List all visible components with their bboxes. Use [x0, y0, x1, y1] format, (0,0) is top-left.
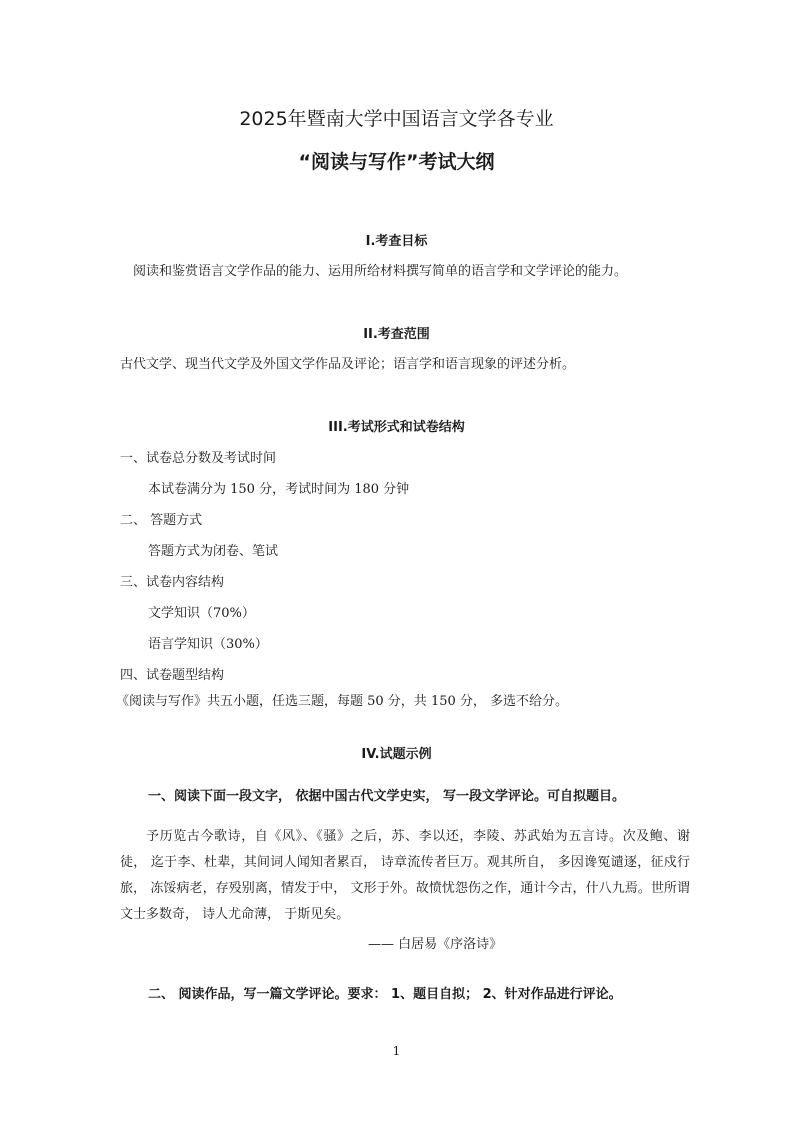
question-1-prompt: 一、阅读下面一段文字， 依据中国古代文学史实， 写一段文学评论。可自拟题目。	[148, 789, 626, 804]
section-heading-examples: IV.试题示例	[361, 747, 432, 762]
section-heading-objectives: I.考查目标	[365, 234, 428, 249]
objectives-text: 阅读和鉴赏语言文学作品的能力、运用所给材料撰写简单的语言学和文学评论的能力。	[133, 264, 628, 279]
question-1-passage: 予历览古今歌诗，自《风》、《骚》之后，苏、李以还，李陵、苏武始为五言诗。次及鲍、谢徒， 迄于李、杜辈，其间词人闻知者累百， 诗章流传者巨万。观其所自， 多因谗冤谴逐，征戍行旅， 冻馁病老，存殁别离，情发于中， 文形于外。故愤忧怨伤之作，通计今古，什八九焉。世所谓文士多数奇， 诗人尤命薄， 于斯见矣。	[120, 829, 690, 922]
doc-title: 2025年暨南大学中国语言文学各专业	[239, 108, 554, 130]
scope-text: 古代文学、现当代文学及外国文学作品及评论；语言学和语言现象的评述分析。	[120, 357, 576, 372]
section-heading-scope: II.考查范围	[363, 327, 430, 342]
format-item-label: 一、试卷总分数及考试时间	[120, 451, 277, 466]
format-item-label: 二、 答题方式	[120, 513, 203, 528]
format-item-detail: 语言学知识（30%）	[148, 637, 268, 652]
format-item-detail: 《阅读与写作》共五小题，任选三题，每题 50 分，共 150 分， 多选不给分。	[116, 694, 569, 709]
passage-attribution: —— 白居易《序洛诗》	[368, 937, 503, 952]
format-item-detail: 文学知识（70%）	[148, 606, 255, 621]
page-number: 1	[392, 1044, 401, 1058]
doc-subtitle: “阅读与写作”考试大纲	[298, 151, 495, 173]
question-2-prompt: 二、 阅读作品，写一篇文学评论。要求： 1、题目自拟； 2、针对作品进行评论。	[148, 987, 622, 1002]
format-item-label: 四、试卷题型结构	[120, 668, 225, 683]
format-item-detail: 答题方式为闭卷、笔试	[148, 544, 279, 559]
section-heading-format: III.考试形式和试卷结构	[328, 420, 465, 435]
format-item-label: 三、试卷内容结构	[120, 575, 225, 590]
format-item-detail: 本试卷满分为 150 分，考试时间为 180 分钟	[148, 482, 410, 497]
